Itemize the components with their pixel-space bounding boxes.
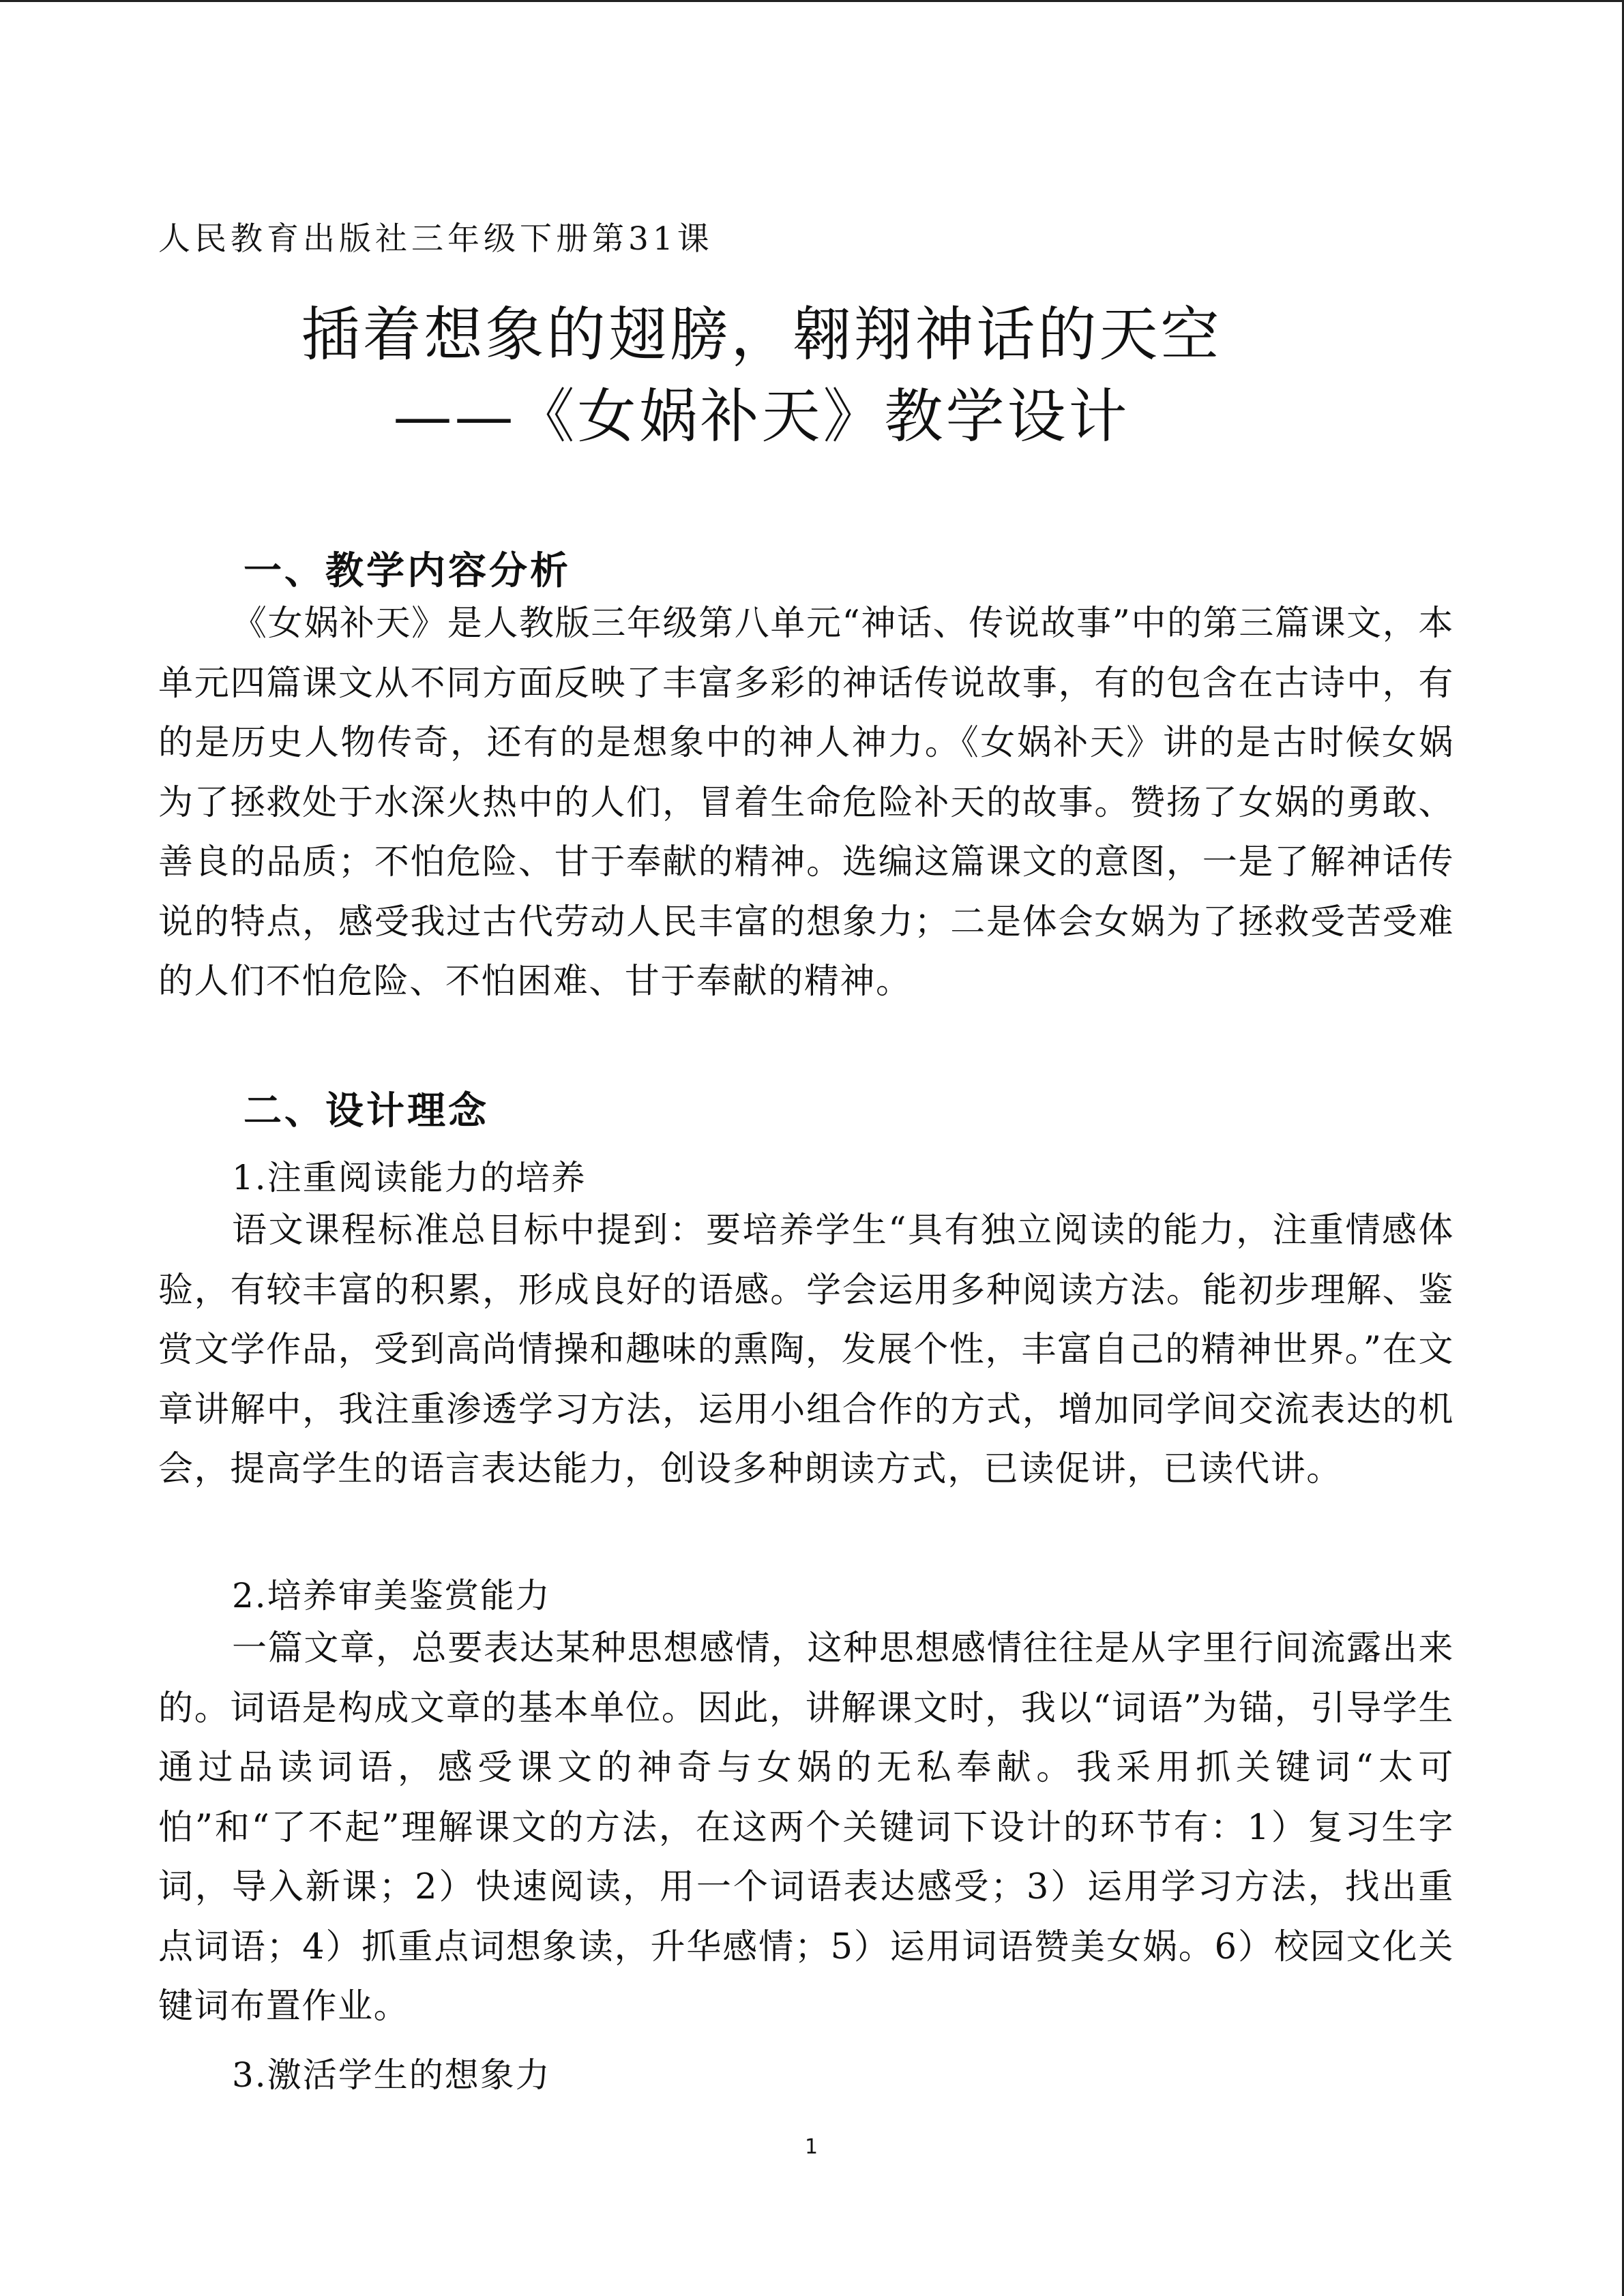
document-title: 插着想象的翅膀，翱翔神话的天空 [301,301,1222,369]
paragraph-content-analysis: 《女娲补天》是人教版三年级第八单元“神话、传说故事”中的第三篇课文，本单元四篇课文从不同方面反映了丰富多彩的神话传说故事，有的包含在古诗中，有的是历史人物传奇，还有的是想象中的神人神力。《女娲补天》讲的是古时候女娲为了拯救处于水深火热中的人们，冒着生命危险补天的故事。赞扬了女娲的勇敢、善良的品质；不怕危险、甘于奉献的精神。选编这篇课文的意图，一是了解神话传说的特点，感受我过古代劳动人民丰富的想象力；二是体会女娲为了拯救受苦受难的人们不怕危险、不怕困难、甘于奉献的精神。 [158,603,1454,1002]
subheading-imagination: 3.激活学生的想象力 [232,2055,551,2095]
subheading-reading-ability: 1.注重阅读能力的培养 [232,1158,587,1197]
page-number: 1 [804,2135,818,2159]
document-subtitle: ——《女娲补天》教学设计 [393,383,1130,451]
section-heading-content-analysis: 一、教学内容分析 [243,549,571,593]
course-source-line: 人民教育出版社三年级下册第31课 [158,220,713,258]
subheading-aesthetic-ability: 2.培养审美鉴赏能力 [232,1576,551,1615]
paragraph-reading-ability: 语文课程标准总目标中提到：要培养学生“具有独立阅读的能力，注重情感体验，有较丰富的积累，形成良好的语感。学会运用多种阅读方法。能初步理解、鉴赏文学作品，受到高尚情操和趣味的熏陶，发展个性，丰富自己的精神世界。”在文章讲解中，我注重渗透学习方法，运用小组合作的方式，增加同学间交流表达的机会，提高学生的语言表达能力，创设多种朗读方式，已读促讲，已读代讲。 [158,1210,1454,1489]
section-heading-design-concept: 二、设计理念 [243,1089,489,1133]
paragraph-aesthetic-ability: 一篇文章，总要表达某种思想感情，这种思想感情往往是从字里行间流露出来的。词语是构成文章的基本单位。因此，讲解课文时，我以“词语”为锚，引导学生通过品读词语，感受课文的神奇与女娲的无私奉献。我采用抓关键词“太可怕”和“了不起”理解课文的方法，在这两个关键词下设计的环节有：1）复习生字词，导入新课；2）快速阅读，用一个词语表达感受；3）运用学习方法，找出重点词语；4）抓重点词想象读，升华感情；5）运用词语赞美女娲。6）校园文化关键词布置作业。 [158,1628,1454,2027]
